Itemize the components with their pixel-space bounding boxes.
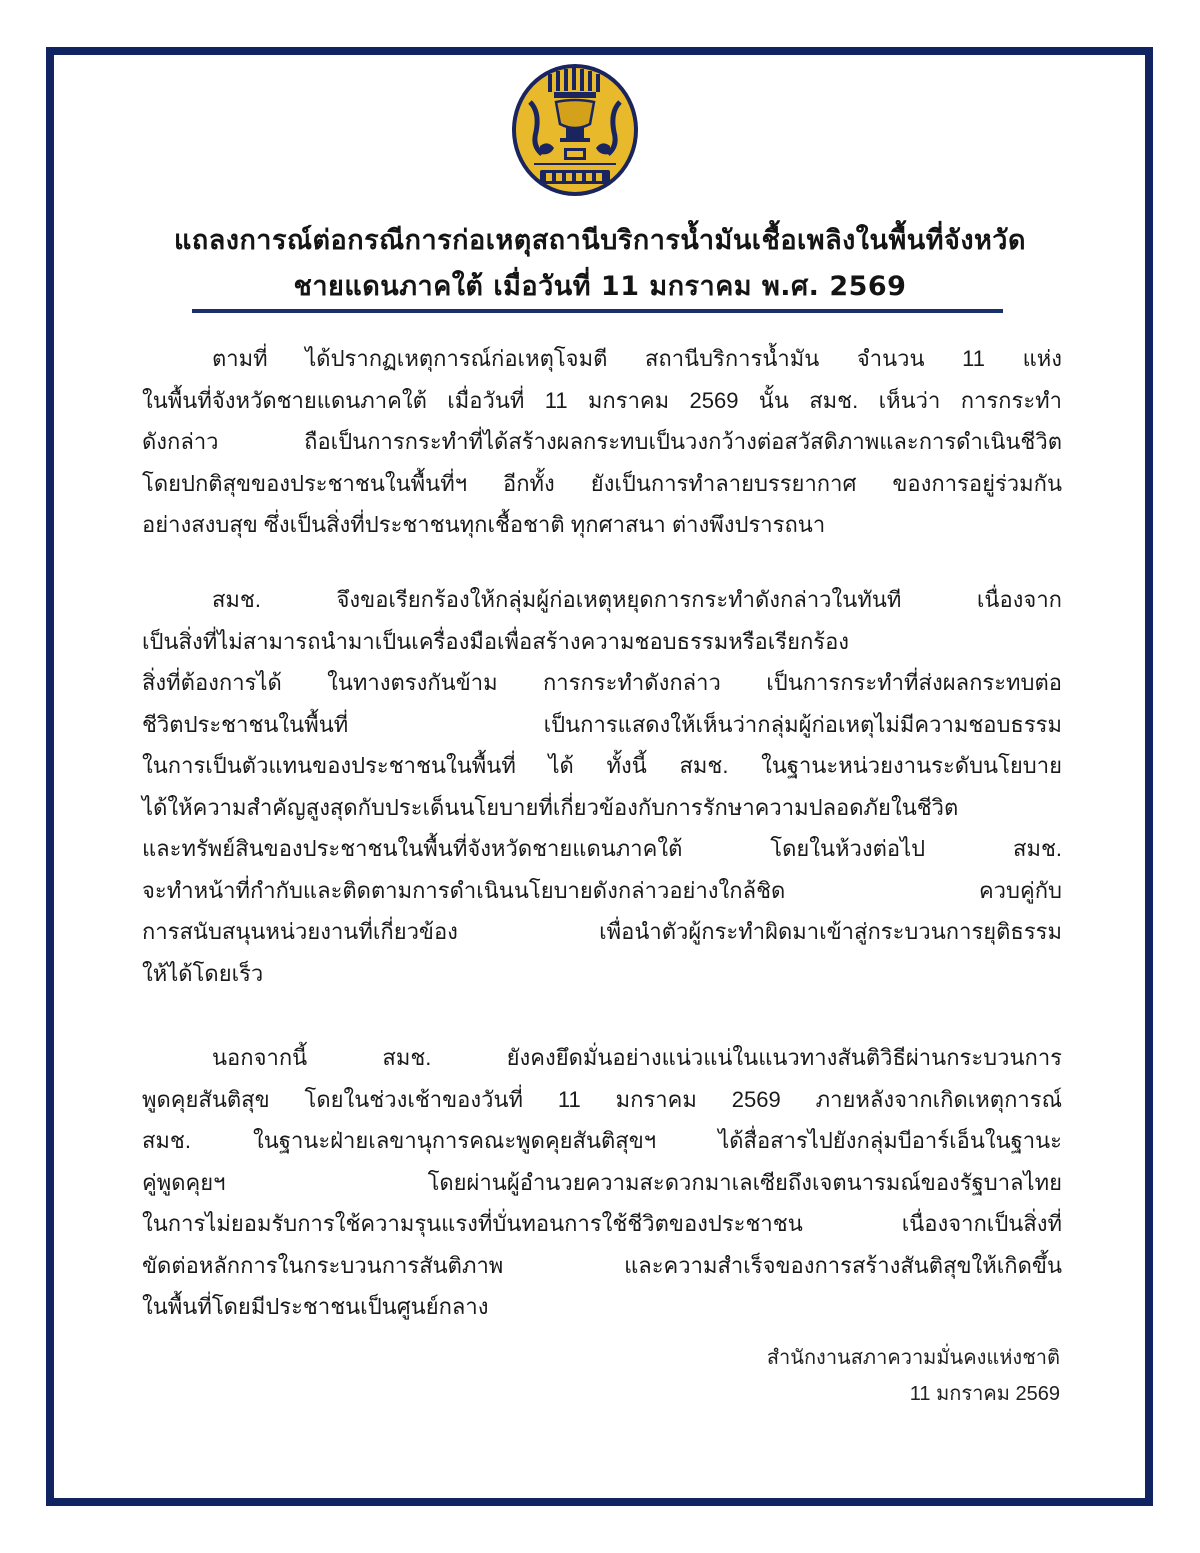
paragraph-line: ตามที่ ได้ปรากฏเหตุการณ์ก่อเหตุโจมตี สถานีบริการน้ำมัน จำนวน 11 แห่ง — [212, 346, 1062, 371]
paragraph-1 — [142, 338, 1062, 546]
paragraph-line: โดยปกติสุขของประชาชนในพื้นที่ฯ อีกทั้ง ยังเป็นการทำลายบรรยากาศ ของการอยู่ร่วมกัน — [142, 470, 1062, 496]
title-line-2: ชายแดนภาคใต้ เมื่อวันที่ 11 มกราคม พ.ศ. 2569 — [293, 271, 907, 302]
paragraph-line: ในพื้นที่จังหวัดชายแดนภาคใต้ เมื่อวันที่ 11 มกราคม 2569 นั้น สมช. เห็นว่า การกระทำ — [142, 387, 1062, 413]
paragraph-line: ในการเป็นตัวแทนของประชาชนในพื้นที่ ได้ ทั้งนี้ สมช. ในฐานะหน่วยงานระดับนโยบาย — [142, 753, 1062, 778]
paragraph-line: นอกจากนี้ สมช. ยังคงยึดมั่นอย่างแน่วแน่ในแนวทางสันติวิธีผ่านกระบวนการ — [212, 1045, 1062, 1070]
paragraph-line: ในการไม่ยอมรับการใช้ความรุนแรงที่บั่นทอนการใช้ชีวิตของประชาชน เนื่องจากเป็นสิ่งที่ — [142, 1211, 1062, 1236]
paragraph-line: ในพื้นที่โดยมีประชาชนเป็นศูนย์กลาง — [142, 1294, 489, 1319]
signature-organization: สำนักงานสภาความมั่นคงแห่งชาติ — [766, 1347, 1060, 1369]
paragraph-line: การสนับสนุนหน่วยงานที่เกี่ยวข้อง เพื่อนำตัวผู้กระทำผิดมาเข้าสู่กระบวนการยุติธรรม — [142, 919, 1062, 944]
title-line-1: แถลงการณ์ต่อกรณีการก่อเหตุสถานีบริการน้ำมันเชื้อเพลิงในพื้นที่จังหวัด — [173, 225, 1026, 256]
title-divider — [192, 309, 1003, 313]
paragraph-3 — [142, 1037, 1062, 1328]
paragraph-line: ขัดต่อหลักการในกระบวนการสันติภาพ และความสำเร็จของการสร้างสันติสุขให้เกิดขึ้น — [142, 1252, 1062, 1278]
paragraph-line: ให้ได้โดยเร็ว — [142, 960, 264, 986]
statement-title — [60, 218, 1140, 310]
paragraph-2 — [142, 579, 1062, 994]
paragraph-line: พูดคุยสันติสุข โดยในช่วงเช้าของวันที่ 11 มกราคม 2569 ภายหลังจากเกิดเหตุการณ์ — [142, 1086, 1062, 1112]
signature-date: 11 มกราคม 2569 — [909, 1383, 1060, 1405]
paragraph-line: สิ่งที่ต้องการได้ ในทางตรงกันข้าม การกระทำดังกล่าว เป็นการกระทำที่ส่งผลกระทบต่อ — [142, 670, 1062, 695]
paragraph-line: ดังกล่าว ถือเป็นการกระทำที่ได้สร้างผลกระทบเป็นวงกว้างต่อสวัสดิภาพและการดำเนินชีวิต — [142, 429, 1062, 454]
paragraph-line: และทรัพย์สินของประชาชนในพื้นที่จังหวัดชายแดนภาคใต้ โดยในห้วงต่อไป สมช. — [142, 836, 1062, 861]
paragraph-line: สมช. จึงขอเรียกร้องให้กลุ่มผู้ก่อเหตุหยุดการกระทำดังกล่าวในทันที เนื่องจาก — [212, 587, 1062, 612]
signature-block — [767, 1340, 1060, 1412]
paragraph-line: คู่พูดคุยฯ โดยผ่านผู้อำนวยความสะดวกมาเลเซียถึงเจตนารมณ์ของรัฐบาลไทย — [142, 1169, 1062, 1195]
paragraph-line: เป็นสิ่งที่ไม่สามารถนำมาเป็นเครื่องมือเพื่อสร้างความชอบธรรมหรือเรียกร้อง — [142, 628, 850, 654]
paragraph-line: ได้ให้ความสำคัญสูงสุดกับประเด็นนโยบายที่เกี่ยวข้องกับการรักษาความปลอดภัยในชีวิต — [142, 794, 959, 820]
paragraph-line: สมช. ในฐานะฝ่ายเลขานุการคณะพูดคุยสันติสุขฯ ได้สื่อสารไปยังกลุ่มบีอาร์เอ็นในฐานะ — [142, 1128, 1062, 1153]
paragraph-line: ชีวิตประชาชนในพื้นที่ เป็นการแสดงให้เห็นว่ากลุ่มผู้ก่อเหตุไม่มีความชอบธรรม — [142, 711, 1062, 737]
paragraph-line: จะทำหน้าที่กำกับและติดตามการดำเนินนโยบายดังกล่าวอย่างใกล้ชิด ควบคู่กับ — [142, 877, 1062, 903]
thai-government-emblem-icon — [510, 62, 640, 198]
paragraph-line: อย่างสงบสุข ซึ่งเป็นสิ่งที่ประชาชนทุกเชื้อชาติ ทุกศาสนา ต่างพึงปรารถนา — [142, 512, 826, 537]
